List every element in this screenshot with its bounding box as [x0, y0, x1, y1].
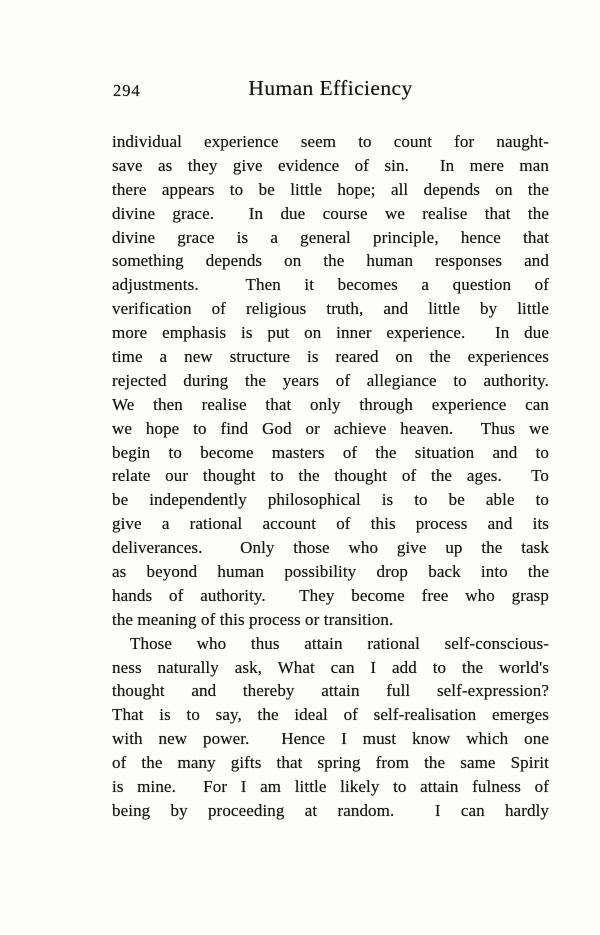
text-line: the meaning of this process or transition. [112, 609, 394, 629]
text-line: begin to become masters of the situation and to [112, 442, 549, 462]
text-line: we hope to find God or achieve heaven. Thus we [112, 418, 549, 438]
text-line: rejected during the years of allegiance to authority. [112, 370, 549, 390]
text-line: something depends on the human responses and [112, 251, 549, 271]
text-line: We then realise that only through experience can [112, 394, 549, 414]
text-line: relate our thought to the thought of the ages. To [112, 466, 549, 486]
text-line: there appears to be little hope; all depends on the [112, 179, 549, 199]
text-line: being by proceeding at random. I can hardly [112, 800, 549, 820]
page-number: 294 [113, 81, 141, 100]
paragraph [112, 130, 549, 632]
text-line: divine grace. In due course we realise that the [112, 203, 549, 223]
text-line: with new power. Hence I must know which one [112, 729, 549, 749]
text-line: adjustments. Then it becomes a question of [112, 275, 549, 295]
text-line: Those who thus attain rational self-conscious- [130, 633, 549, 653]
text-line: thought and thereby attain full self-expression? [112, 681, 549, 701]
page-body [112, 130, 549, 823]
text-line: time a new structure is reared on the experiences [112, 347, 549, 367]
text-line: give a rational account of this process and its [112, 514, 549, 534]
text-line: be independently philosophical is to be able to [112, 490, 549, 510]
text-line: save as they give evidence of sin. In mere man [112, 155, 549, 175]
text-line: as beyond human possibility drop back into the [112, 562, 549, 582]
page-content [112, 76, 549, 823]
page-header [112, 76, 549, 103]
text-line: of the many gifts that spring from the same Spirit [112, 753, 549, 773]
page-title: Human Efficiency [248, 76, 413, 100]
text-line: hands of authority. They become free who grasp [112, 585, 549, 605]
text-line: verification of religious truth, and little by little [112, 299, 549, 319]
text-line: more emphasis is put on inner experience. In due [112, 323, 549, 343]
text-line: is mine. For I am little likely to attain fulness of [112, 777, 549, 797]
text-line: deliverances. Only those who give up the task [112, 538, 549, 558]
text-line: That is to say, the ideal of self-realisation emerges [112, 705, 549, 725]
text-line: ness naturally ask, What can I add to the world's [112, 657, 549, 677]
paragraph [112, 632, 549, 823]
text-line: divine grace is a general principle, hence that [112, 227, 549, 247]
text-line: individual experience seem to count for naught- [112, 132, 549, 151]
